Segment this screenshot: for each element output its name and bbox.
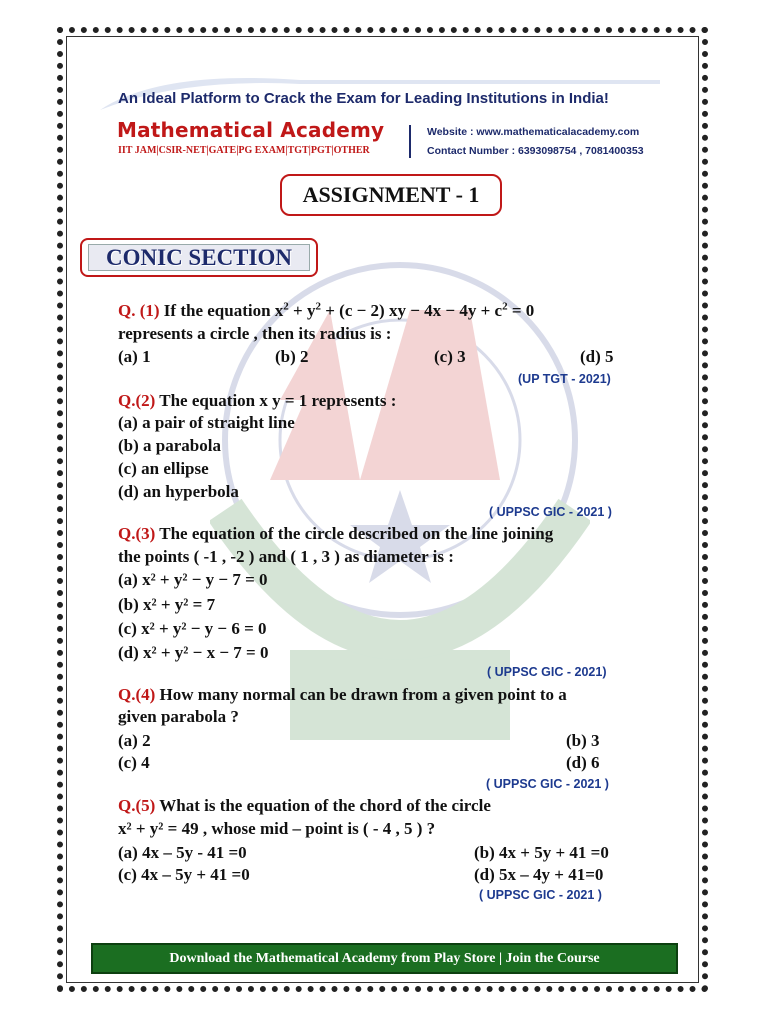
tagline: An Ideal Platform to Crack the Exam for Leading Institutions in India!: [118, 90, 609, 107]
option: (a) x² + y² − y − 7 = 0: [118, 570, 268, 589]
option: (b) 2: [275, 347, 309, 366]
option: (b) x² + y² = 7: [118, 595, 216, 614]
question-5-line2: x² + y² = 49 , whose mid – point is ( - 4 , 5 ) ?: [118, 819, 436, 838]
option: (a) 4x – 5y - 41 =0: [118, 843, 247, 862]
option: (c) 3: [434, 347, 466, 366]
option: (d) 6: [566, 753, 600, 772]
exam-source: ( UPPSC GIC - 2021 ): [479, 888, 602, 902]
question-3-line2: the points ( -1 , -2 ) and ( 1 , 3 ) as diameter is :: [118, 547, 454, 566]
exam-source: ( UPPSC GIC - 2021 ): [489, 505, 612, 519]
question-5-line1: Q.(5) What is the equation of the chord of the circle: [118, 796, 491, 815]
option: (c) x² + y² − y − 6 = 0: [118, 619, 267, 638]
question-4-line2: given parabola ?: [118, 707, 239, 726]
option: (a) a pair of straight line: [118, 413, 295, 432]
question-4-line1: Q.(4) How many normal can be drawn from a given point to a: [118, 685, 567, 704]
question-2-text: Q.(2) The equation x y = 1 represents :: [118, 391, 397, 410]
option: (b) 3: [566, 731, 600, 750]
option: (a) 1: [118, 347, 151, 366]
option: (d) x² + y² − x − 7 = 0: [118, 643, 269, 662]
question-1-line1: Q. (1) If the equation $x^2 + y^2 + (c - 2)$ xy − $4x - 4y + c^2 = 0$: [118, 300, 535, 320]
question-3-line1: Q.(3) The equation of the circle described on the line joining: [118, 524, 554, 543]
question-1-line2: represents a circle , then its radius is :: [118, 324, 392, 343]
download-app-banner[interactable]: Download the Mathematical Academy from Play Store | Join the Course: [91, 943, 678, 974]
header-divider: [409, 125, 411, 158]
option: (c) an ellipse: [118, 459, 209, 478]
website-text: Website : www.mathematicalacademy.com: [427, 126, 640, 138]
exam-source: ( UPPSC GIC - 2021 ): [486, 777, 609, 791]
exam-source: ( UPPSC GIC - 2021): [487, 665, 607, 679]
option: (d) 5x – 4y + 41=0: [474, 865, 604, 884]
option: (d) an hyperbola: [118, 482, 239, 501]
topic-box: [80, 238, 318, 277]
contact-number: Contact Number : 6393098754 , 7081400353: [427, 145, 644, 157]
brand-subtitle: IIT JAM|CSIR-NET|GATE|PG EXAM|TGT|PGT|OTHER: [118, 145, 370, 156]
option: (a) 2: [118, 731, 151, 750]
topic-title: CONIC SECTION: [88, 244, 310, 271]
option: (b) 4x + 5y + 41 =0: [474, 843, 609, 862]
brand-name: Mathematical Academy: [117, 118, 385, 142]
question-number: Q. (1): [118, 301, 160, 320]
option: (c) 4: [118, 753, 150, 772]
option: (c) 4x – 5y + 41 =0: [118, 865, 250, 884]
option: (d) 5: [580, 347, 614, 366]
option: (b) a parabola: [118, 436, 221, 455]
exam-source: (UP TGT - 2021): [518, 372, 611, 386]
assignment-title: ASSIGNMENT - 1: [280, 174, 502, 216]
